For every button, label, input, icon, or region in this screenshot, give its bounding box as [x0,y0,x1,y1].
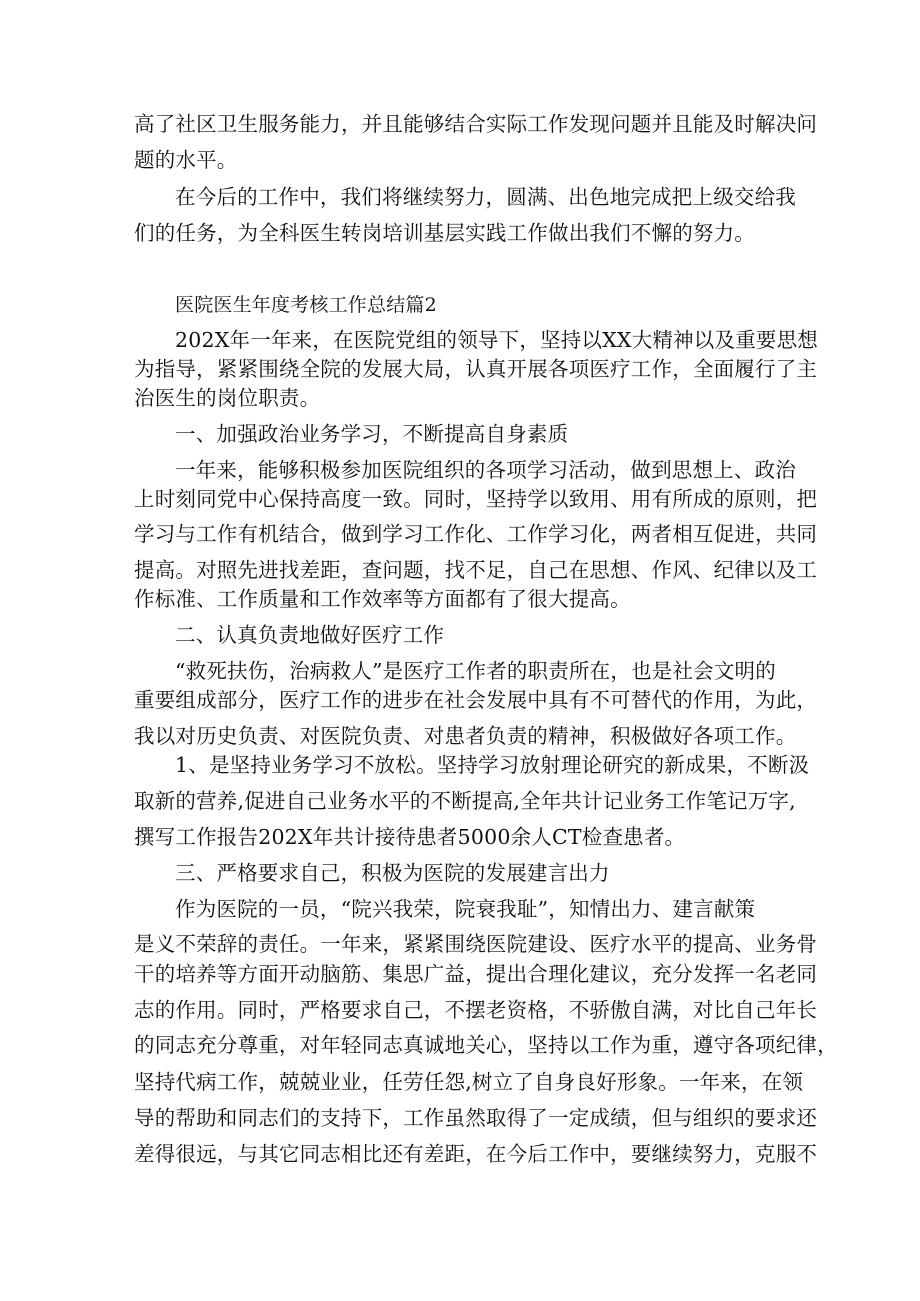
text-line: 1、是坚持业务学习不放松。坚持学习放射理论研究的新成果，不断汲 [175,753,810,777]
text-line: 撰写工作报告202X年共计接待患者5000余人CT检查患者。 [134,825,686,849]
text-line: 上时刻同党中心保持高度一致。同时，坚持学以致用、用有所成的原则，把 [134,487,818,511]
text-line: 学习与工作有机结合，做到学习工作化、工作学习化，两者相互促进，共同 [134,522,818,546]
text-line: 202X年一年来，在医院党组的领导下，坚持以XX大精神以及重要思想 [175,328,819,352]
subheading: 三、严格要求自己，积极为医院的发展建言出力 [175,861,610,885]
text-line: “救死扶伤，治病救人”是医疗工作者的职责所在，也是社会文明的 [175,659,776,683]
subheading: 二、认真负责地做好医疗工作 [175,623,445,647]
text-line: 是义不荣辞的责任。一年来，紧紧围绕医院建设、医疗水平的提高、业务骨 [134,932,818,956]
text-line: 我以对历史负责、对医院负责、对患者负责的精神，积极做好各项工作。 [134,724,797,748]
text-line: 的同志充分尊重，对年轻同志真诚地关心，坚持以工作为重，遵守各项纪律， [134,1033,838,1057]
text-line: 差得很远，与其它同志相比还有差距，在今后工作中，要继续努力，克服不 [134,1142,818,1166]
text-line: 提高。对照先进找差距，查问题，找不足，自己在思想、作风、纪律以及工 [134,558,818,582]
text-line: 一年来，能够积极参加医院组织的各项学习活动，做到思想上、政治 [175,458,796,482]
text-line: 高了社区卫生服务能力，并且能够结合实际工作发现问题并且能及时解决问 [134,112,818,136]
text-line: 坚持代病工作，兢兢业业，任劳任怨,树立了自身良好形象。一年来，在领 [134,1070,804,1094]
text-line: 治医生的岗位职责。 [134,386,321,410]
text-line: 取新的营养,促进自己业务水平的不断提高,全年共计记业务工作笔记万字, [134,789,796,813]
text-line: 为指导，紧紧围绕全院的发展大局，认真开展各项医疗工作，全面履行了主 [134,357,818,381]
text-line: 重要组成部分，医疗工作的进步在社会发展中具有不可替代的作用，为此， [134,688,818,712]
text-line: 在今后的工作中，我们将继续努力，圆满、出色地完成把上级交给我 [175,185,796,209]
text-line: 题的水平。 [134,148,238,172]
text-line: 们的任务，为全科医生转岗培训基层实践工作做出我们不懈的努力。 [134,221,755,245]
section-title: 医院医生年度考核工作总结篇2 [175,294,437,316]
text-line: 作标准、工作质量和工作效率等方面都有了很大提高。 [134,587,631,611]
text-line: 干的培养等方面开动脑筋、集思广益，提出合理化建议，充分发挥一名老同 [134,962,818,986]
text-line: 导的帮助和同志们的支持下，工作虽然取得了一定成绩，但与组织的要求还 [134,1106,818,1130]
text-line: 作为医院的一员，“院兴我荣，院衰我耻”，知情出力、建言献策 [175,897,756,921]
subheading: 一、加强政治业务学习，不断提高自身素质 [175,422,569,446]
text-line: 志的作用。同时，严格要求自己，不摆老资格，不骄傲自满，对比自己年长 [134,998,818,1022]
